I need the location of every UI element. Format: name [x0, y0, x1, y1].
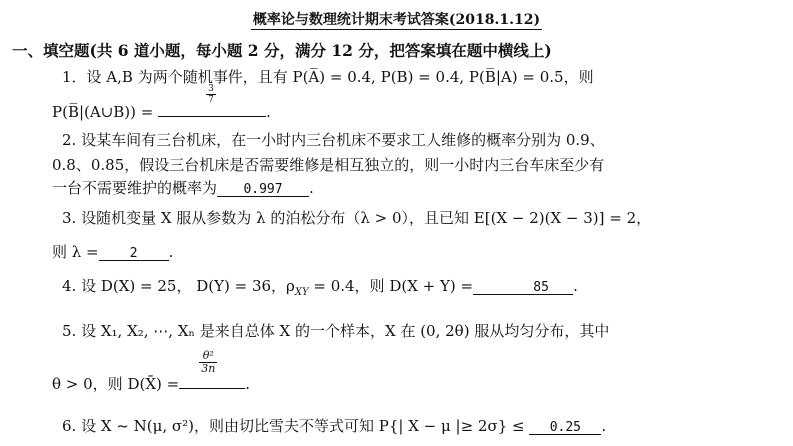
question-5-answer: $\frac{\text{θ²}}{3n}$: [201, 349, 216, 375]
question-2-answer-blank: [217, 178, 309, 197]
question-6-answer-blank: [529, 416, 601, 435]
question-4-subscript: XY: [294, 287, 309, 298]
question-5-answer-blank: [179, 349, 245, 389]
question-5-line1: 5. 设 X₁, X₂, ⋯, Xₙ 是来自总体 X 的一个样本，X 在 (0, 2θ) 服从均匀分布，其中: [62, 322, 610, 340]
question-1-answer-blank: [158, 84, 266, 117]
section-heading: 一、填空题(共 6 道小题，每小题 2 分，满分 12 分，把答案填在题中横线上): [12, 41, 552, 60]
question-2-line2: 0.8、0.85，假设三台机床是否需要维修是相互独立的，则一小时内三台车床至少有: [52, 156, 605, 174]
question-4-stem: 4. 设 D(X) = 25， D(Y) = 36，ρ: [62, 277, 295, 295]
question-6-line: [62, 416, 606, 436]
question-4-period: .: [573, 277, 578, 295]
question-4-line: [62, 276, 578, 303]
question-6-answer: 0.25: [549, 420, 582, 435]
question-1-answer: $\frac{3}{7}$: [208, 84, 214, 105]
question-6-period: .: [601, 417, 607, 435]
exam-answer-title: 概率论与数理统计期末考试答案(2018.1.12): [252, 12, 541, 28]
question-3-line1: 3. 设随机变量 X 服从参数为 λ 的泊松分布（λ > 0），且已知 E[(X − 2)(X − 3)] = 2，: [62, 209, 652, 227]
question-4-answer: 85: [533, 280, 549, 295]
question-1-stem: 1．设 A,B 为两个随机事件，且有 P(A̅) = 0.4, P(B) = 0.4, P(B̅|A) = 0.5，则: [62, 68, 594, 86]
question-5-line2: [52, 349, 250, 394]
question-1-expression: P(B̅|(A∪B)) =: [52, 103, 154, 121]
question-3-answer: 2: [129, 246, 138, 261]
question-3-answer-blank: [99, 242, 169, 261]
question-1-period: .: [266, 103, 271, 121]
question-5-period: .: [245, 375, 250, 393]
question-3-line2: [52, 242, 173, 262]
question-5-line2-text: θ > 0，则 D(X̄) =: [52, 375, 180, 393]
question-6-stem: 6. 设 X ~ N(μ, σ²)，则由切比雪夫不等式可知 P{| X − μ |≥ 2σ} ≤: [62, 417, 525, 435]
question-2-period: .: [309, 179, 314, 197]
question-2-line3: [52, 178, 314, 198]
question-3-line2-text: 则 λ =: [52, 243, 99, 261]
question-2-line3-text: 一台不需要维护的概率为: [52, 179, 218, 197]
question-3-period: .: [168, 243, 174, 261]
question-2-line1: 2. 设某车间有三台机床，在一小时内三台机床不要求工人维修的概率分别为 0.9、: [62, 131, 605, 149]
question-4-answer-blank: [473, 276, 573, 295]
question-4-stem-end: = 0.4，则 D(X + Y) =: [308, 277, 474, 295]
question-2-answer: 0.997: [243, 182, 283, 197]
question-1-line2: [52, 84, 271, 122]
